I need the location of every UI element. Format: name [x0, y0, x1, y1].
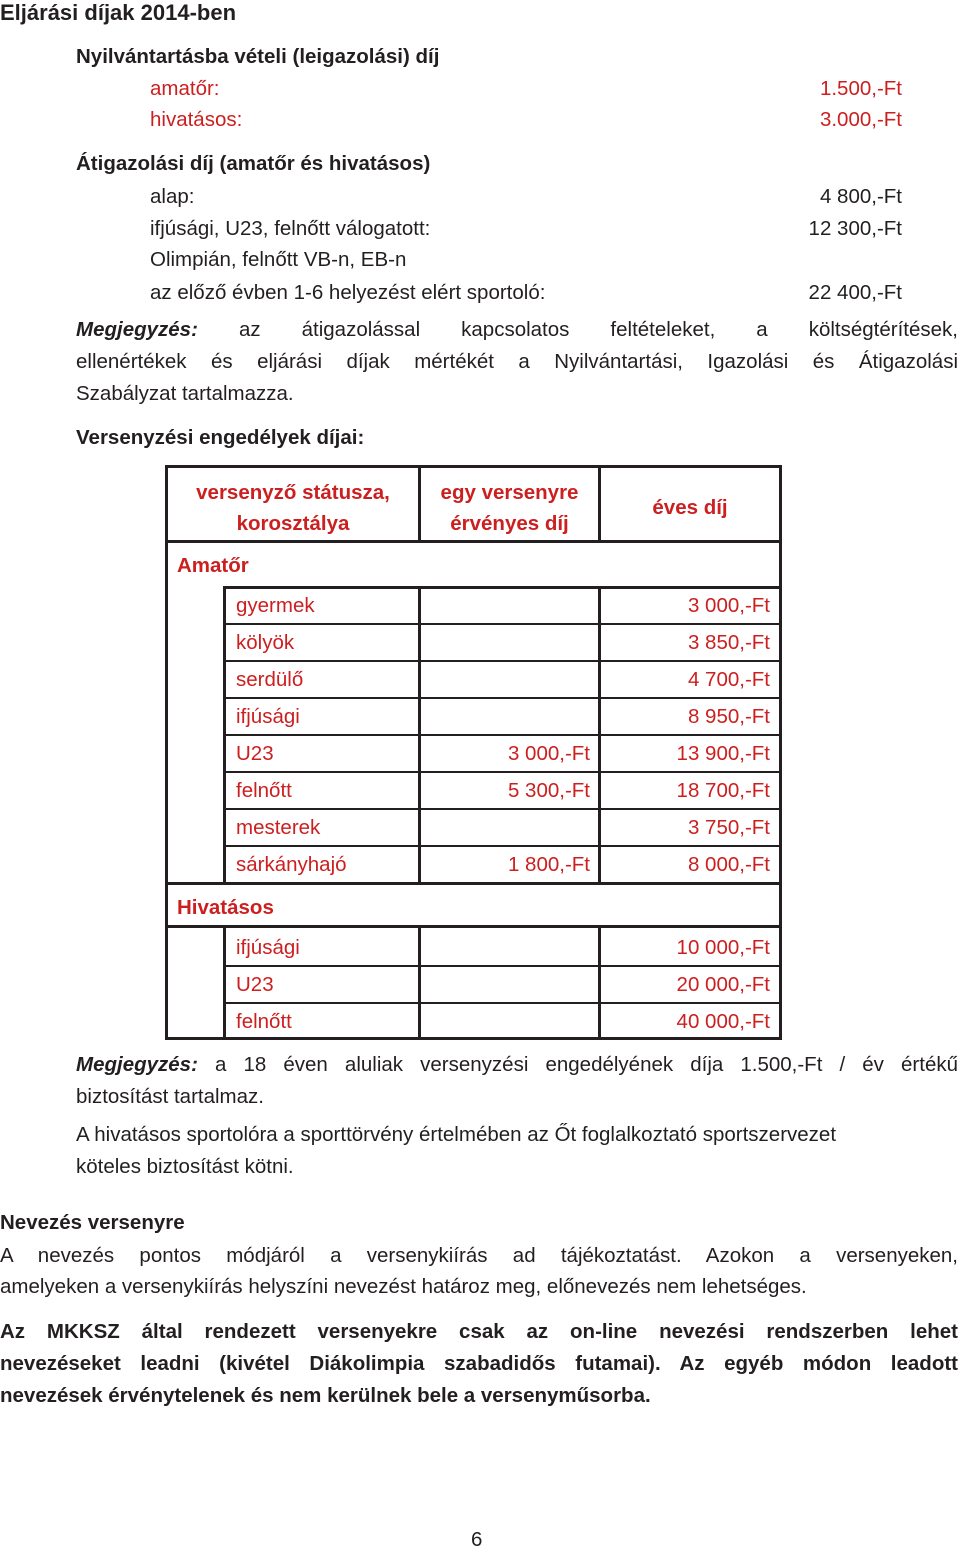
table-header-single: [421, 480, 598, 537]
table-cell-category: felnőtt: [236, 779, 292, 802]
note2-label: Megjegyzés:: [76, 1053, 198, 1076]
note2-line2: biztosítást tartalmaz.: [76, 1085, 264, 1108]
transfer-basic-value: 4 800,-Ft: [819, 185, 902, 208]
table-cell-category: gyermek: [236, 594, 315, 617]
table-border: [418, 925, 421, 1040]
header-status-line2: korosztálya: [236, 512, 350, 535]
note1-line1: [76, 318, 958, 342]
entry-heading: Nevezés versenyre: [0, 1211, 185, 1234]
table-cell-category: mesterek: [236, 816, 321, 839]
page-number: 6: [471, 1528, 483, 1551]
table-cell-annual-fee: 3 850,-Ft: [687, 631, 770, 654]
header-single-line2: érvényes díj: [450, 512, 569, 535]
table-cell-annual-fee: 8 000,-Ft: [687, 853, 770, 876]
table-cell-single-fee: 5 300,-Ft: [507, 779, 590, 802]
registration-professional-value: 3.000,-Ft: [819, 108, 902, 131]
table-border: [223, 586, 782, 589]
transfer-podium-value: 22 400,-Ft: [808, 281, 902, 304]
registration-amateur-label: amatőr:: [150, 77, 220, 100]
table-border: [223, 623, 782, 625]
entry-para2-line3: nevezések érvénytelenek és nem kerülnek bele a versenyműsorba.: [0, 1384, 651, 1407]
table-cell-annual-fee: 4 700,-Ft: [687, 668, 770, 691]
registration-amateur-value: 1.500,-Ft: [819, 77, 902, 100]
note2-text: a 18 éven aluliak versenyzési engedélyének díja 1.500,-Ft / év értékű: [215, 1053, 958, 1076]
registration-professional-label: hivatásos:: [150, 108, 243, 131]
table-header-annual: éves díj: [652, 496, 728, 519]
table-border: [165, 465, 782, 468]
table-border: [223, 734, 782, 736]
header-status-line1: versenyző státusza,: [196, 481, 390, 504]
table-border: [165, 1037, 782, 1040]
note3-line1: A hivatásos sportolóra a sporttörvény értelmében az Őt foglalkoztató sportszervezet: [76, 1123, 837, 1146]
table-border: [779, 465, 782, 1040]
registration-heading: Nyilvántartásba vételi (leigazolási) díj: [76, 45, 440, 68]
table-border: [165, 925, 782, 928]
table-border: [165, 465, 168, 1040]
table-border: [598, 925, 601, 1040]
table-cell-category: felnőtt: [236, 1010, 292, 1033]
table-cell-annual-fee: 13 900,-Ft: [676, 742, 770, 765]
table-cell-annual-fee: 20 000,-Ft: [676, 973, 770, 996]
licences-heading: Versenyzési engedélyek díjai:: [76, 426, 365, 449]
table-cell-annual-fee: 3 750,-Ft: [687, 816, 770, 839]
group-professional-label: Hivatásos: [177, 896, 274, 919]
table-cell-annual-fee: 18 700,-Ft: [676, 779, 770, 802]
page-title: Eljárási díjak 2014-ben: [0, 0, 237, 25]
table-cell-category: U23: [236, 973, 274, 996]
table-header-status: [168, 480, 418, 537]
table-cell-single-fee: 3 000,-Ft: [507, 742, 590, 765]
note2-line1: [76, 1053, 958, 1077]
table-cell-annual-fee: 8 950,-Ft: [687, 705, 770, 728]
table-border: [223, 808, 782, 810]
table-cell-category: kölyök: [236, 631, 295, 654]
header-single-line1: egy versenyre: [440, 481, 579, 504]
table-border: [165, 882, 782, 885]
note3-line2: köteles biztosítást kötni.: [76, 1155, 294, 1178]
transfer-heading: Átigazolási díj (amatőr és hivatásos): [76, 152, 431, 175]
entry-para1-line1: A nevezés pontos módjáról a versenykiírás ad tájékoztatást. Azokon a versenyeken,: [0, 1244, 958, 1267]
note1-line2: ellenértékek és eljárási díjak mértékét a Nyilvántartási, Igazolási és Átigazolási: [76, 350, 958, 373]
table-cell-single-fee: 1 800,-Ft: [507, 853, 590, 876]
table-border: [223, 660, 782, 662]
table-border: [223, 771, 782, 773]
entry-para2-line2: nevezéseket leadni (kivétel Diákolimpia szabadidős futamai). Az egyéb módon leadott: [0, 1352, 958, 1375]
table-border: [223, 1002, 782, 1004]
table-border: [223, 925, 226, 1040]
transfer-youth-label: ifjúsági, U23, felnőtt válogatott:: [150, 217, 431, 240]
note1-text: az átigazolással kapcsolatos feltételeket, a költségtérítések,: [238, 318, 958, 341]
table-cell-annual-fee: 10 000,-Ft: [676, 936, 770, 959]
transfer-basic-label: alap:: [150, 185, 195, 208]
transfer-youth-value: 12 300,-Ft: [808, 217, 902, 240]
table-cell-category: U23: [236, 742, 274, 765]
group-amateur-label: Amatőr: [177, 554, 249, 577]
table-border: [223, 845, 782, 847]
table-border: [165, 540, 782, 543]
table-cell-category: ifjúsági: [236, 705, 300, 728]
table-cell-category: serdülő: [236, 668, 304, 691]
transfer-olympic-label: Olimpián, felnőtt VB-n, EB-n: [150, 248, 407, 271]
table-border: [223, 965, 782, 967]
entry-para2-line1: Az MKKSZ által rendezett versenyekre csak az on-line nevezési rendszerben lehet: [0, 1320, 958, 1343]
note1-line3: Szabályzat tartalmazza.: [76, 382, 294, 405]
note1-label: Megjegyzés:: [76, 318, 198, 341]
transfer-podium-label: az előző évben 1-6 helyezést elért sportoló:: [150, 281, 546, 304]
table-border: [223, 697, 782, 699]
table-cell-category: sárkányhajó: [236, 853, 347, 876]
table-cell-annual-fee: 3 000,-Ft: [687, 594, 770, 617]
entry-para1-line2: amelyeken a versenykiírás helyszíni nevezést határoz meg, előnevezés nem lehetséges.: [0, 1275, 807, 1298]
table-cell-category: ifjúsági: [236, 936, 300, 959]
table-cell-annual-fee: 40 000,-Ft: [676, 1010, 770, 1033]
